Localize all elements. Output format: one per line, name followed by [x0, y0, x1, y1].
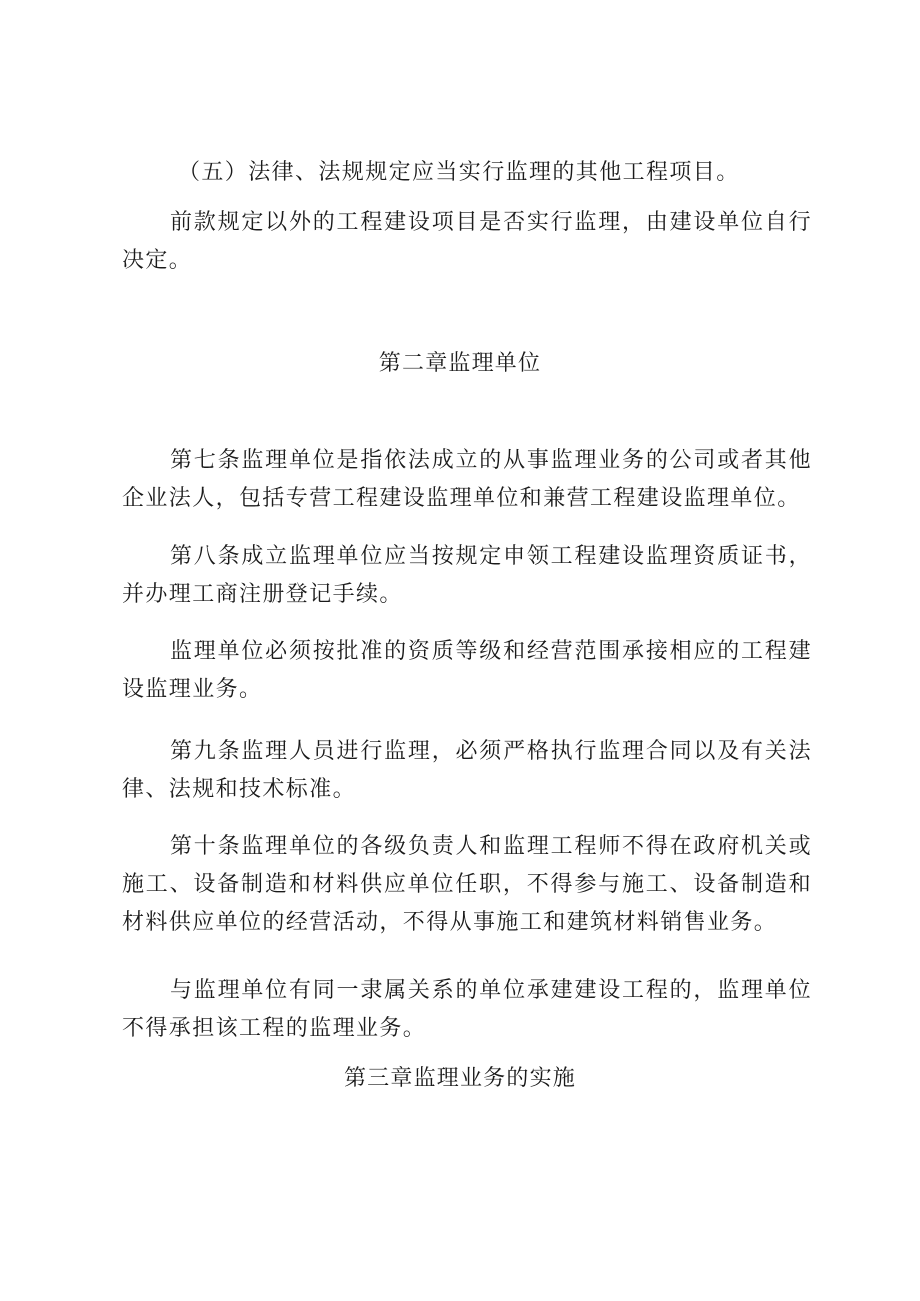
- chapter-3-title: 第三章监理业务的实施: [343, 1066, 576, 1091]
- article-7: 第七条监理单位是指依法成立的从事监理业务的公司或者其他企业法人，包括专营工程建设监理单位和兼营工程建设监理单位。: [122, 448, 812, 511]
- article-10: 第十条监理单位的各级负责人和监理工程师不得在政府机关或施工、设备制造和材料供应单位任职，不得参与施工、设备制造和材料供应单位的经营活动，不得从事施工和建筑材料销售业务。: [122, 834, 812, 935]
- article-10-paragraph-2: 与监理单位有同一隶属关系的单位承建建设工程的，监理单位不得承担该工程的监理业务。: [122, 978, 812, 1041]
- paragraph-item-5: （五）法律、法规规定应当实行监理的其他工程项目。: [178, 160, 740, 185]
- article-9: 第九条监理人员进行监理，必须严格执行监理合同以及有关法律、法规和技术标准。: [122, 739, 812, 802]
- article-8-paragraph-2: 监理单位必须按批准的资质等级和经营范围承接相应的工程建设监理业务。: [122, 639, 812, 702]
- paragraph-supervision-scope: 前款规定以外的工程建设项目是否实行监理，由建设单位自行决定。: [122, 210, 812, 273]
- article-8: 第八条成立监理单位应当按规定申领工程建设监理资质证书，并办理工商注册登记手续。: [122, 544, 812, 607]
- chapter-2-title: 第二章监理单位: [378, 351, 542, 376]
